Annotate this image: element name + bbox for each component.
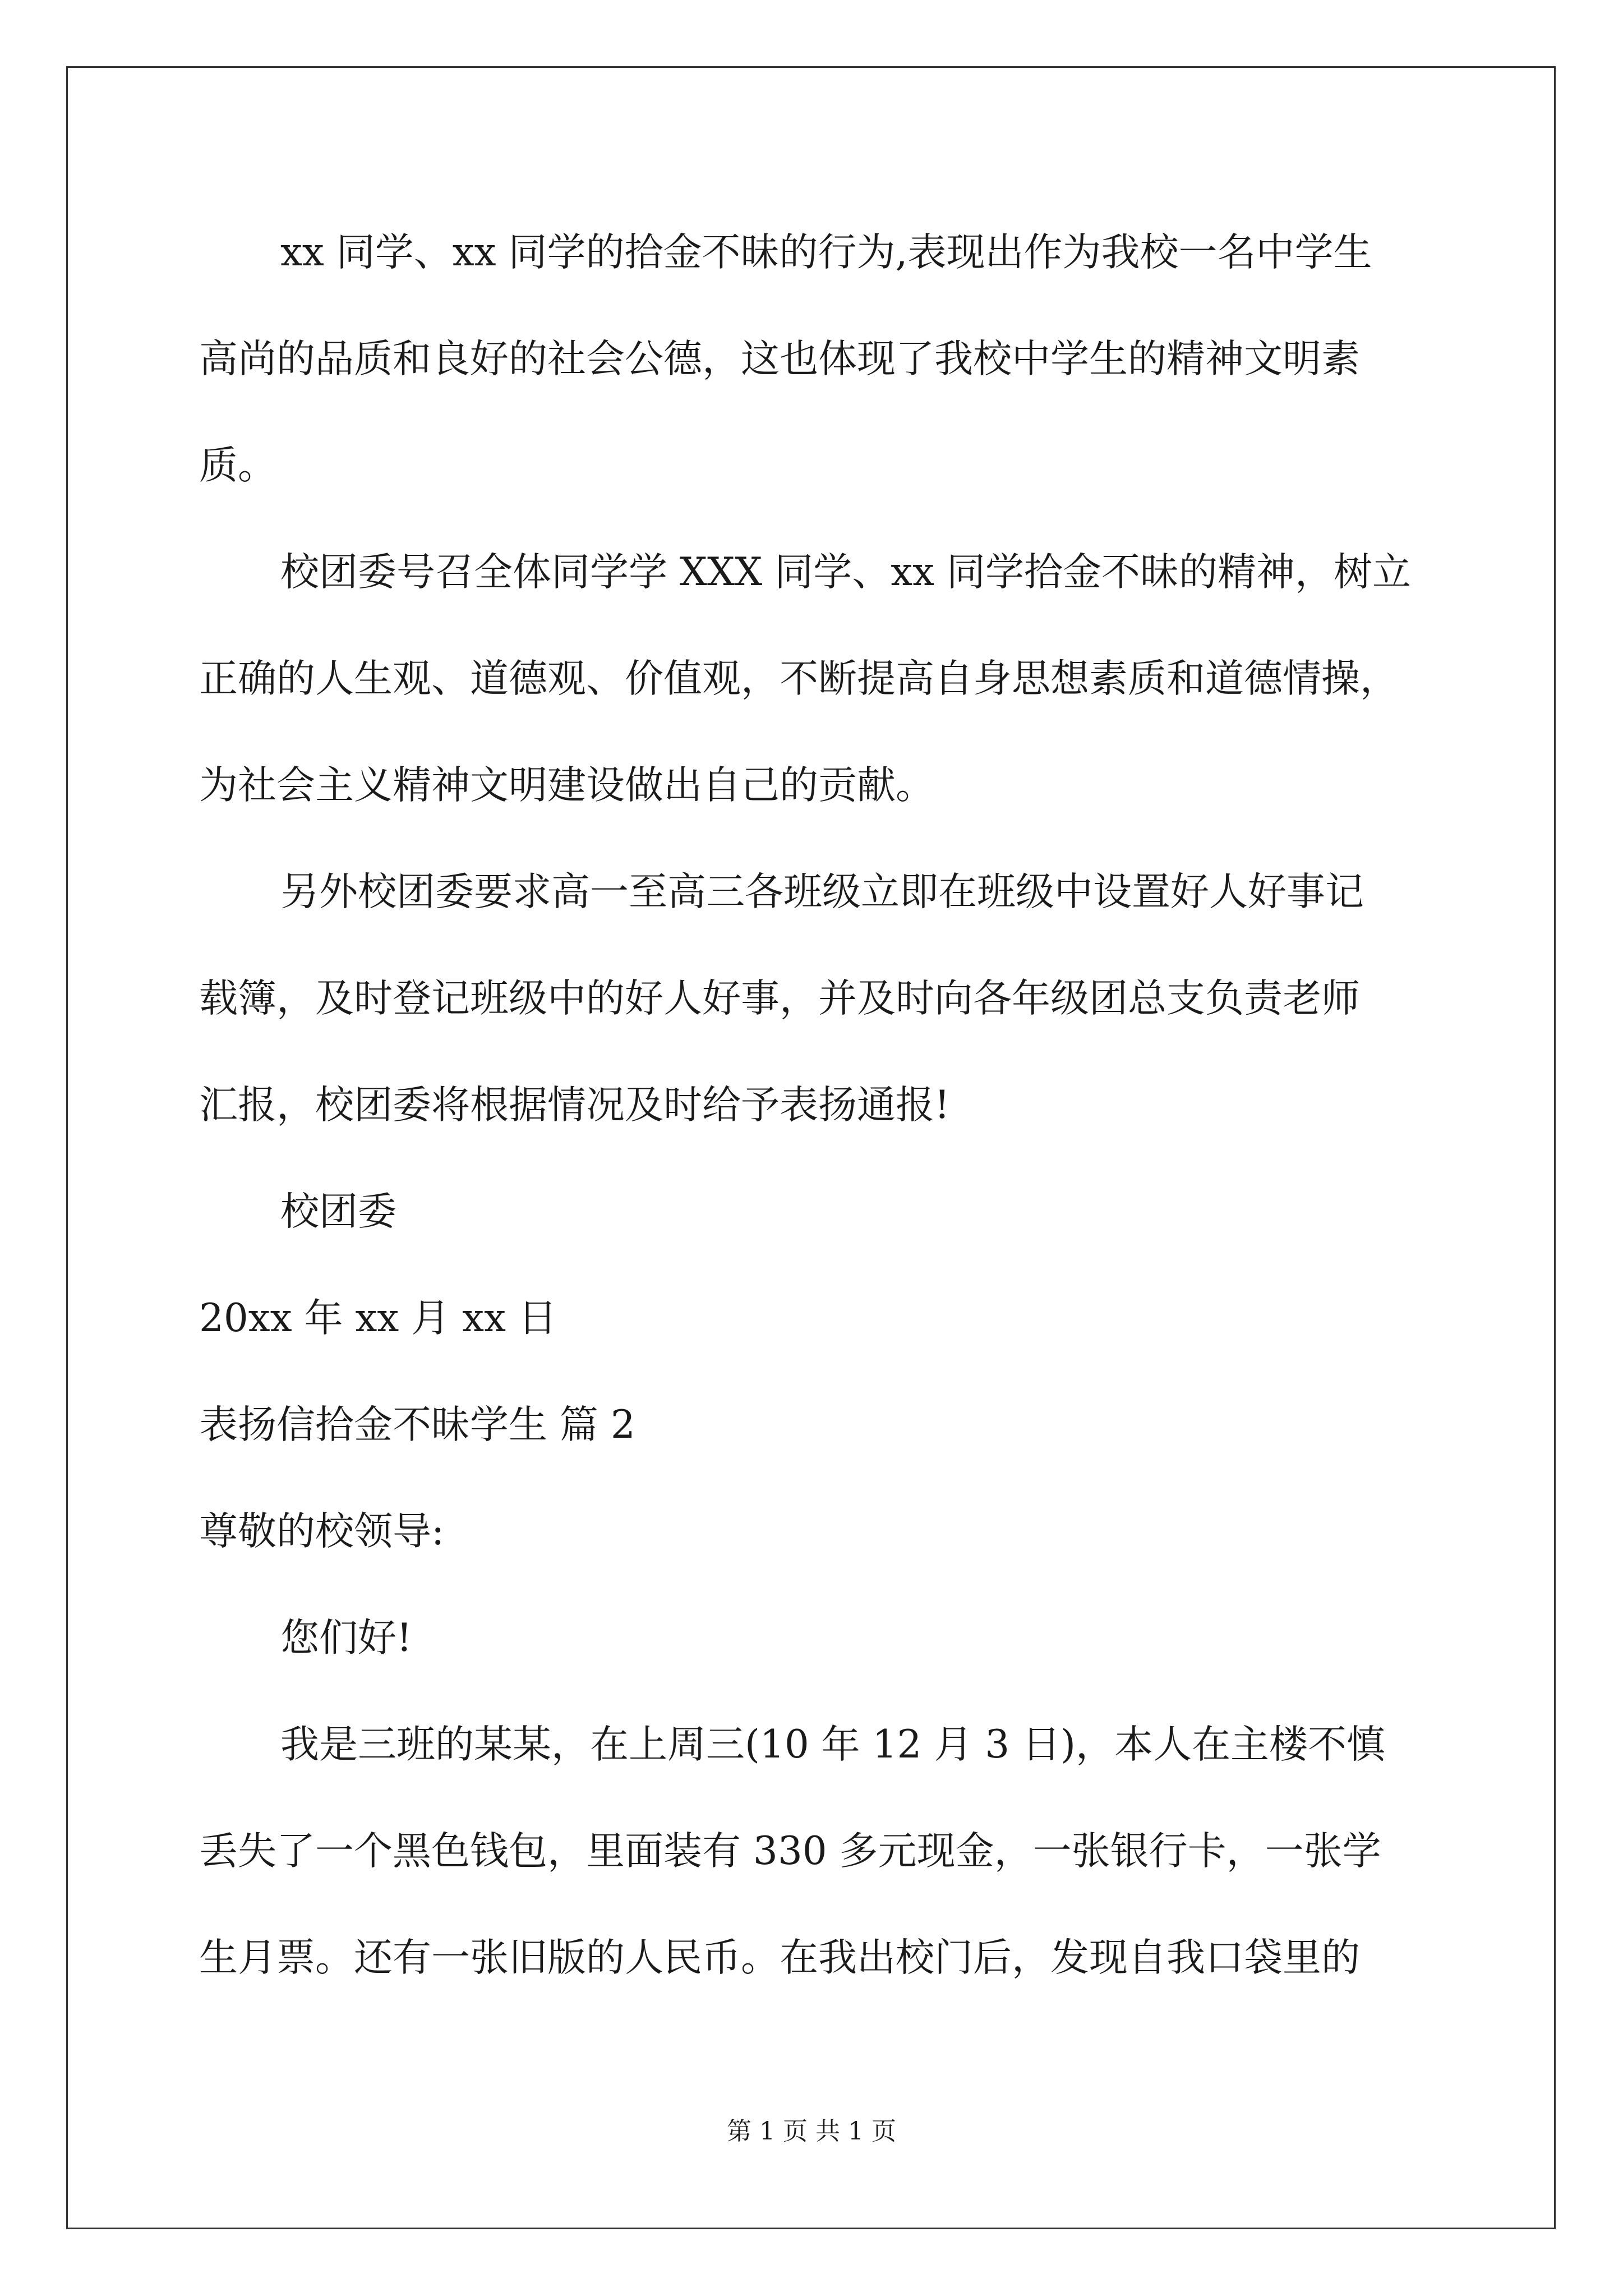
- paragraph-line: 我是三班的某某，在上周三(10 年 12 月 3 日)，本人在主楼不慎: [280, 1722, 1386, 1767]
- paragraph-line: xx 同学、xx 同学的拾金不昧的行为,表现出作为我校一名中学生: [280, 230, 1372, 275]
- greeting-line: 您们好!: [280, 1616, 412, 1660]
- paragraph-line: 质。: [199, 443, 276, 488]
- paragraph-line: 丢失了一个黑色钱包，里面装有 330 多元现金，一张银行卡，一张学: [199, 1829, 1381, 1874]
- paragraph-line: 高尚的品质和良好的社会公德，这也体现了我校中学生的精神文明素: [199, 337, 1360, 381]
- section-heading: 表扬信拾金不昧学生 篇 2: [199, 1402, 635, 1447]
- salutation-line: 尊敬的校领导:: [199, 1509, 445, 1554]
- paragraph-line: 另外校团委要求高一至高三各班级立即在班级中设置好人好事记: [280, 869, 1364, 914]
- paragraph-line: 汇报，校团委将根据情况及时给予表扬通报!: [199, 1083, 950, 1128]
- paragraph-line: 载簿，及时登记班级中的好人好事，并及时向各年级团总支负责老师: [199, 976, 1360, 1021]
- paragraph-line: 为社会主义精神文明建设做出自己的贡献。: [199, 763, 934, 808]
- paragraph-line: 生月票。还有一张旧版的人民币。在我出校门后，发现自我口袋里的: [199, 1935, 1360, 1980]
- paragraph-line: 校团委号召全体同学学 XXX 同学、xx 同学拾金不昧的精神，树立: [280, 550, 1411, 595]
- signature-line: 校团委: [280, 1189, 396, 1234]
- date-line: 20xx 年 xx 月 xx 日: [199, 1296, 557, 1341]
- page-footer: 第 1 页 共 1 页: [727, 2117, 896, 2146]
- paragraph-line: 正确的人生观、道德观、价值观，不断提高自身思想素质和道德情操，: [199, 656, 1399, 701]
